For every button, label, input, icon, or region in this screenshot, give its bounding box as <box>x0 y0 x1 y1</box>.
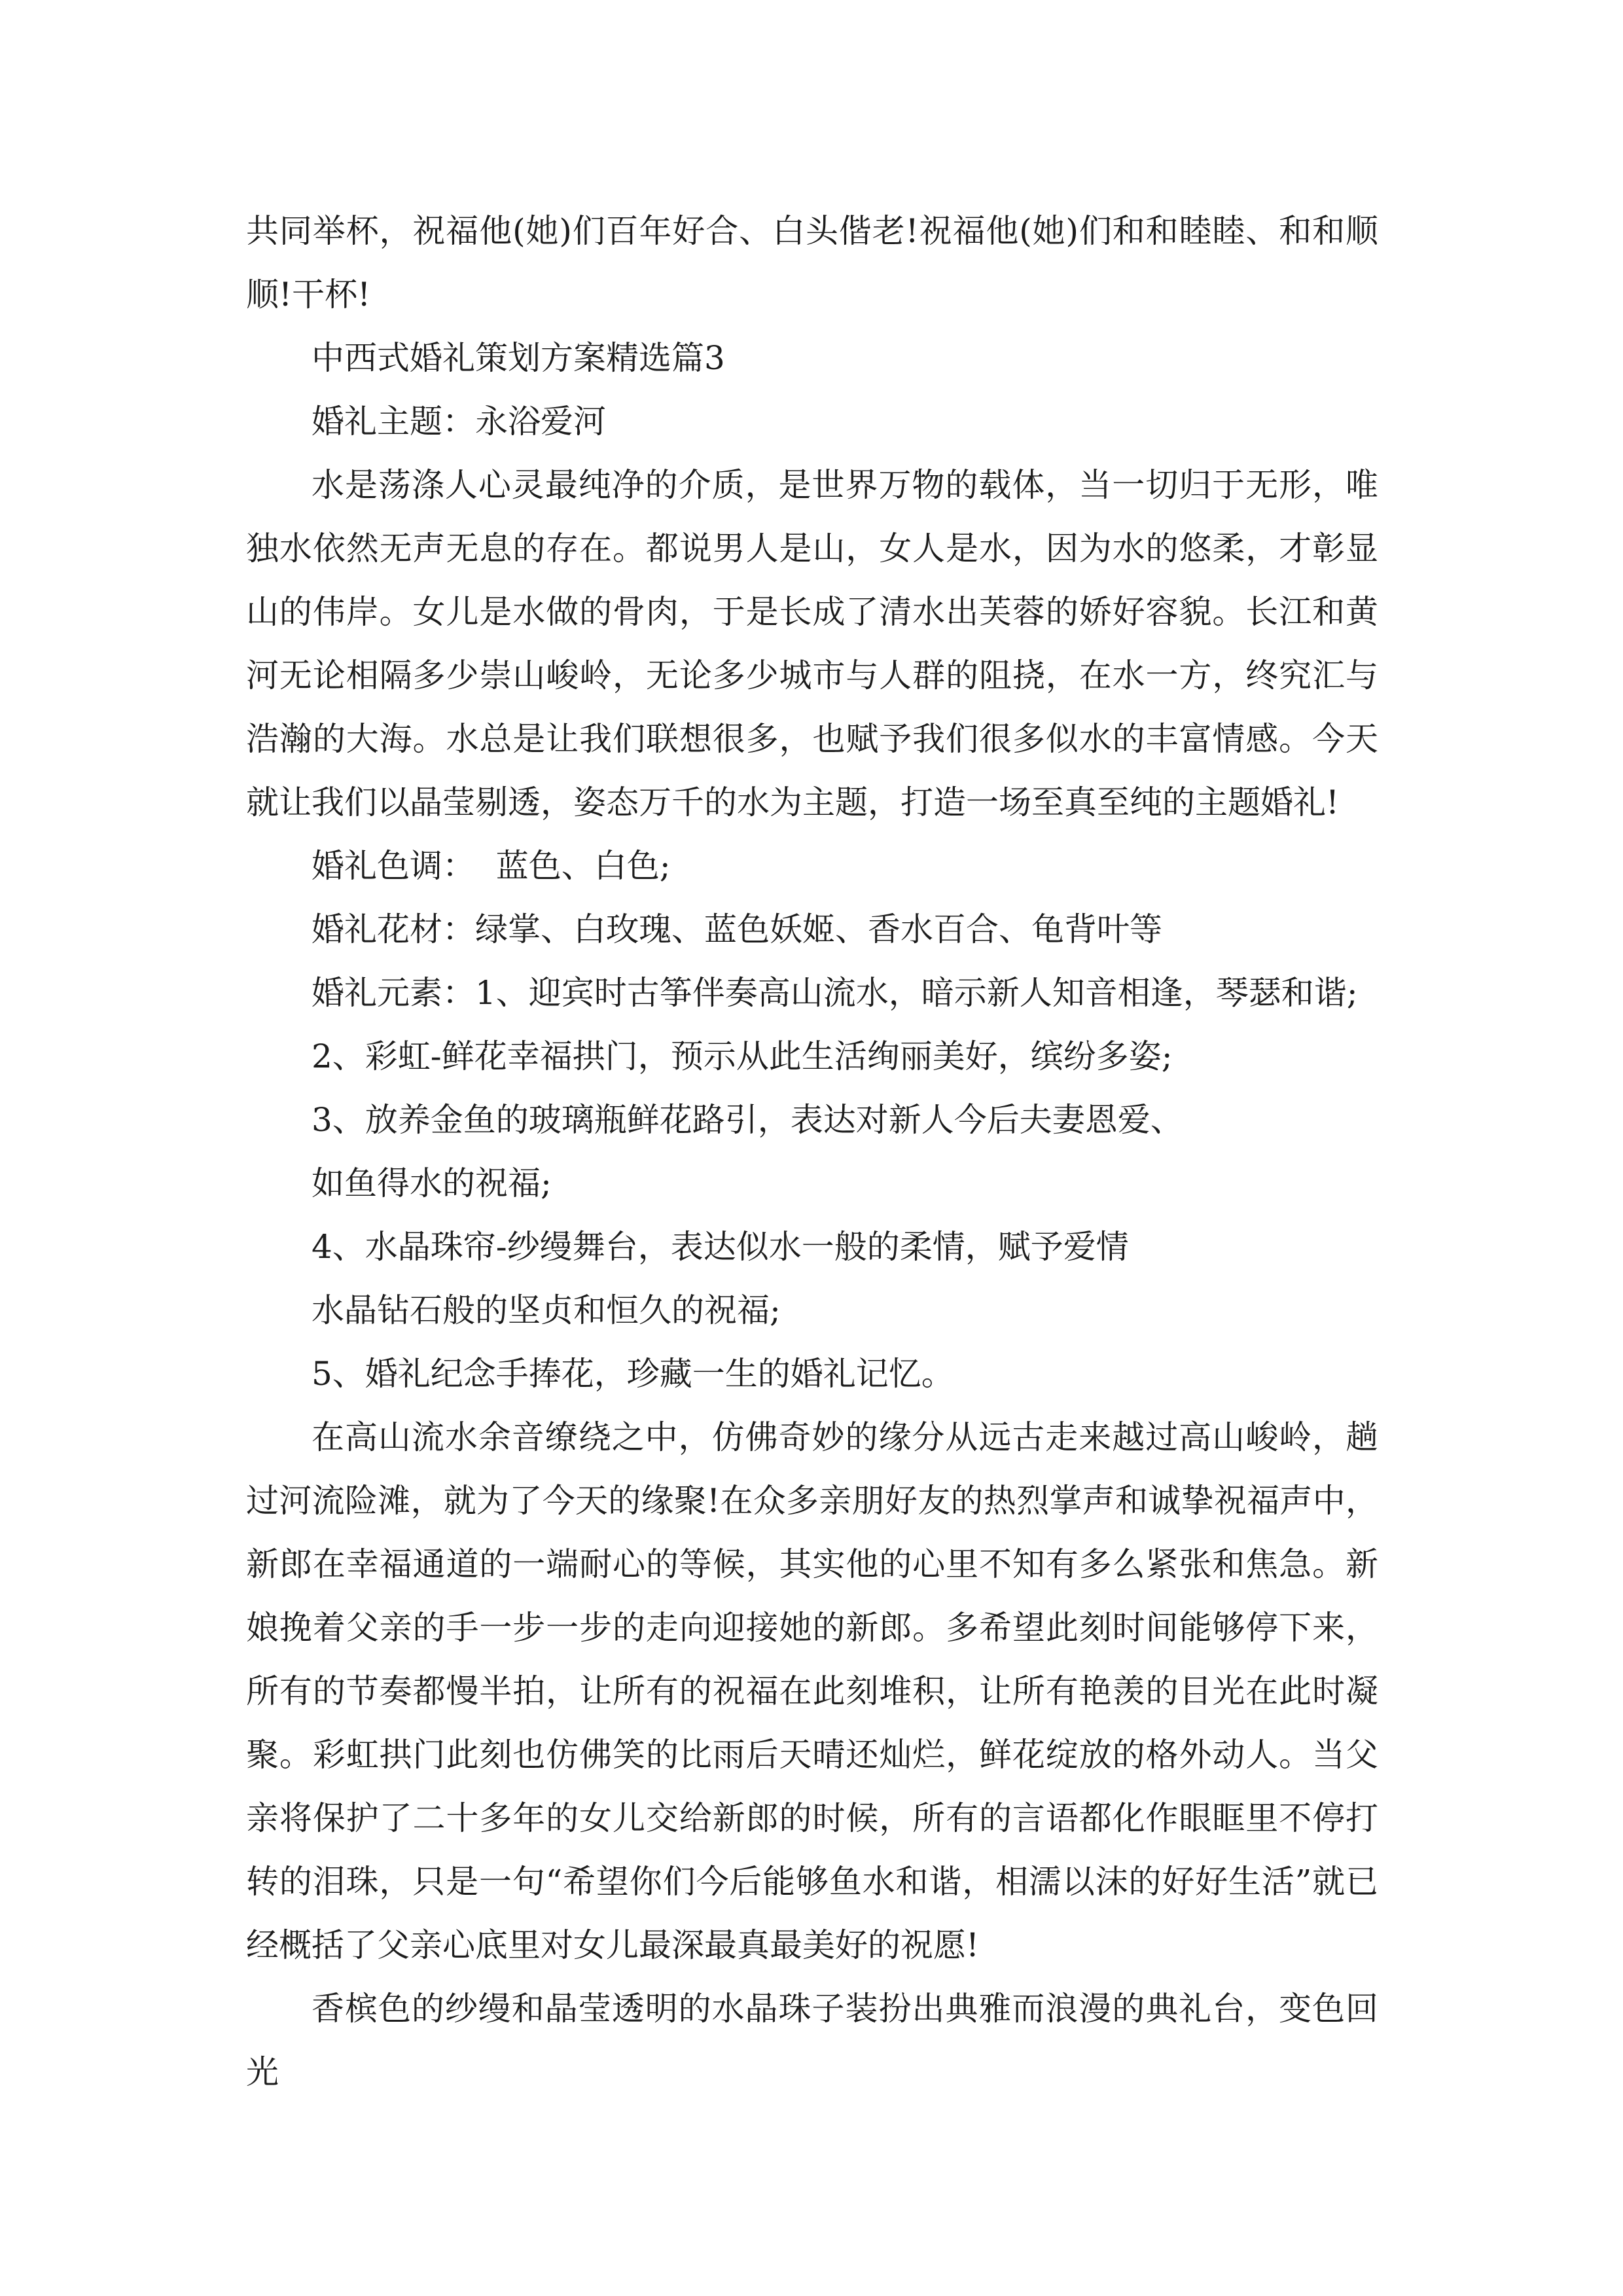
wedding-colors: 婚礼色调： 蓝色、白色; <box>312 847 671 885</box>
paragraph-toast-ending: 共同举杯，祝福他(她)们百年好合、白头偕老!祝福他(她)们和和睦睦、和和顺顺!干杯! <box>246 212 1378 314</box>
wedding-element-2: 2、彩虹-鲜花幸福拱门，预示从此生活绚丽美好，缤纷多姿; <box>312 1037 1173 1075</box>
document-body <box>246 200 1378 2104</box>
section-heading: 中西式婚礼策划方案精选篇3 <box>312 339 725 377</box>
wedding-element-3: 3、放养金鱼的玻璃瓶鲜花路引，表达对新人今后夫妻恩爱、 <box>312 1101 1183 1139</box>
wedding-flowers: 婚礼花材：绿掌、白玫瑰、蓝色妖姬、香水百合、龟背叶等 <box>312 910 1162 948</box>
paragraph-water-intro: 水是荡涤人心灵最纯净的介质，是世界万物的载体，当一切归于无形，唯独水依然无声无息的存在。都说男人是山，女人是水，因为水的悠柔，才彰显山的伟岸。女儿是水做的骨肉，于是长成了清水出芙蓉的娇好容貌。长江和黄河无论相隔多少崇山峻岭，无论多少城市与人群的阻挠，在水一方，终究汇与浩瀚的大海。水总是让我们联想很多，也赋予我们很多似水的丰富情感。今天就让我们以晶莹剔透，姿态万千的水为主题，打造一场至真至纯的主题婚礼! <box>246 466 1378 821</box>
wedding-element-1: 婚礼元素：1、迎宾时古筝伴奏高山流水，暗示新人知音相逢，琴瑟和谐; <box>312 974 1358 1012</box>
wedding-element-5: 5、婚礼纪念手捧花，珍藏一生的婚礼记忆。 <box>312 1355 954 1393</box>
wedding-theme: 婚礼主题：永浴爱河 <box>312 403 606 440</box>
paragraph-ceremony-entrance: 在高山流水余音缭绕之中，仿佛奇妙的缘分从远古走来越过高山峻岭，趟过河流险滩，就为了今天的缘聚!在众多亲朋好友的热烈掌声和诚挚祝福声中，新郎在幸福通道的一端耐心的等候，其实他的心里不知有多么紧张和焦急。新娘挽着父亲的手一步一步的走向迎接她的新郎。多希望此刻时间能够停下来，所有的节奏都慢半拍，让所有的祝福在此刻堆积，让所有艳羡的目光在此时凝聚。彩虹拱门此刻也仿佛笑的比雨后天晴还灿烂，鲜花绽放的格外动人。当父亲将保护了二十多年的女儿交给新郎的时候，所有的言语都化作眼眶里不停打转的泪珠，只是一句“希望你们今后能够鱼水和谐，相濡以沫的好好生活”就已经概括了父亲心底里对女儿最深最真最美好的祝愿! <box>246 1418 1378 1964</box>
wedding-element-4: 4、水晶珠帘-纱缦舞台，表达似水一般的柔情，赋予爱情 <box>312 1228 1129 1266</box>
wedding-element-3-cont: 如鱼得水的祝福; <box>312 1164 552 1202</box>
wedding-element-4-cont: 水晶钻石般的坚贞和恒久的祝福; <box>312 1291 781 1329</box>
paragraph-stage-decor: 香槟色的纱缦和晶莹透明的水晶珠子装扮出典雅而浪漫的典礼台，变色回光 <box>246 1990 1378 2091</box>
